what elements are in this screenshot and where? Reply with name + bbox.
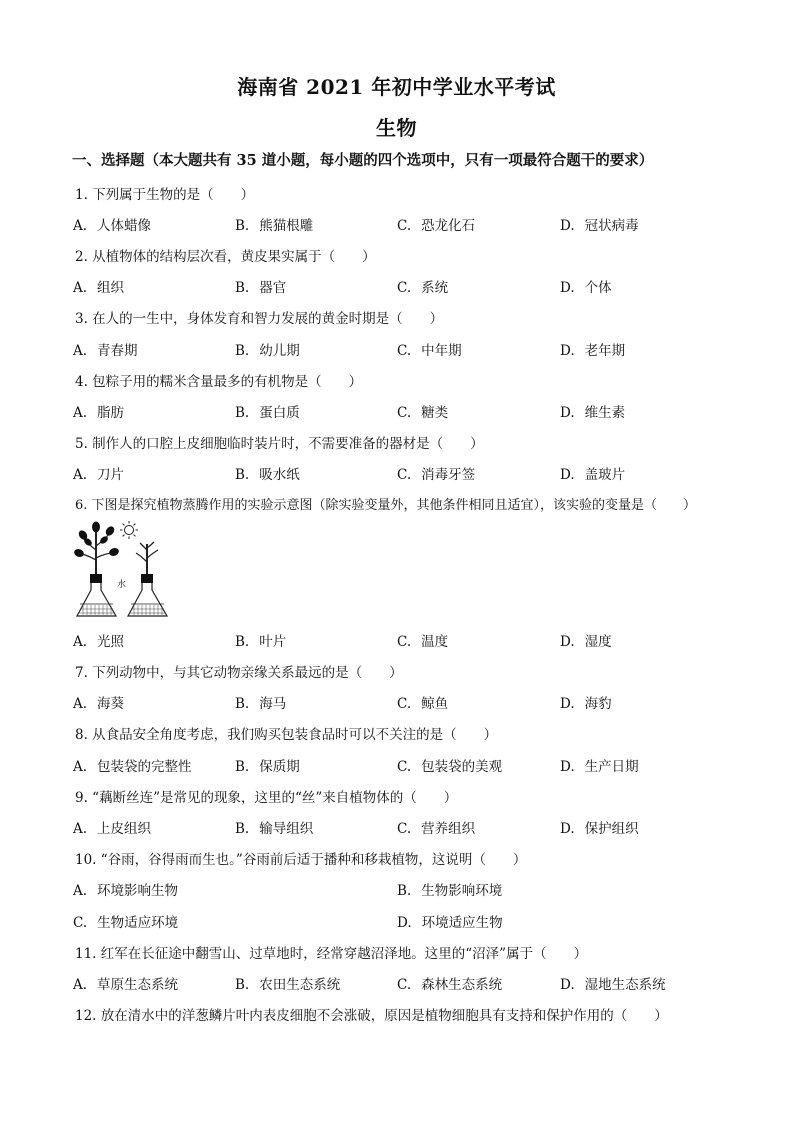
question-9-option-c: C. 营养组织	[397, 821, 476, 837]
question-7-option-b: B. 海马	[235, 696, 287, 712]
question-1-option-a: A. 人体蜡像	[73, 218, 152, 234]
section-heading: 一、选择题（本大题共有 35 道小题，每小题的四个选项中，只有一项最符合题干的要求）	[72, 152, 654, 169]
exam-title: 海南省 2021 年初中学业水平考试	[237, 75, 556, 99]
question-8-option-b: B. 保质期	[235, 759, 300, 775]
question-7-option-a: A. 海葵	[73, 696, 125, 712]
question-10-option-c: C. 生物适应环境	[73, 915, 179, 931]
question-2-stem: 2. 从植物体的结构层次看，黄皮果实属于（ ）	[75, 249, 376, 265]
question-9-stem: 9. “藕断丝连”是常见的现象，这里的“丝”来自植物体的（ ）	[75, 790, 458, 806]
flask-icon	[77, 574, 116, 616]
question-4-option-a: A. 脂肪	[73, 405, 125, 421]
question-3-option-a: A. 青春期	[73, 343, 138, 359]
question-11-option-d: D. 湿地生态系统	[560, 977, 666, 993]
question-11-option-b: B. 农田生态系统	[235, 977, 341, 993]
question-11-stem: 11. 红军在长征途中翻雪山、过草地时，经常穿越沼泽地。这里的“沼泽”属于（ ）	[75, 946, 588, 962]
water-label: 水	[117, 580, 127, 590]
question-9-option-b: B. 输导组织	[235, 821, 314, 837]
question-5-stem: 5. 制作人的口腔上皮细胞临时装片时，不需要准备的器材是（ ）	[75, 436, 484, 452]
plant-with-leaves-icon	[73, 522, 120, 577]
question-12-stem: 12. 放在清水中的洋葱鳞片叶内表皮细胞不会涨破，原因是植物细胞具有支持和保护作用的（ ）	[75, 1008, 668, 1024]
question-5-option-b: B. 吸水纸	[235, 467, 300, 483]
question-3-stem: 3. 在人的一生中，身体发育和智力发展的黄金时期是（ ）	[75, 311, 444, 327]
question-10-option-a: A. 环境影响生物	[73, 883, 179, 899]
question-1-option-c: C. 恐龙化石	[397, 218, 476, 234]
flask-icon	[128, 574, 167, 616]
question-2-option-a: A. 组织	[73, 280, 125, 296]
transpiration-experiment-figure	[73, 518, 198, 620]
question-10-option-b: B. 生物影响环境	[397, 883, 503, 899]
question-11-option-a: A. 草原生态系统	[73, 977, 179, 993]
question-8-option-c: C. 包装袋的美观	[397, 759, 503, 775]
question-6-option-d: D. 湿度	[560, 634, 612, 650]
question-6-option-a: A. 光照	[73, 634, 125, 650]
question-9-option-d: D. 保护组织	[560, 821, 639, 837]
question-6-option-b: B. 叶片	[235, 634, 287, 650]
question-4-option-b: B. 蛋白质	[235, 405, 300, 421]
question-2-option-c: C. 系统	[397, 280, 449, 296]
question-6-stem: 6. 下图是探究植物蒸腾作用的实验示意图（除实验变量外，其他条件相同且适宜），该实验的变量是（ ）	[75, 498, 697, 513]
question-10-stem: 10. “谷雨，谷得雨而生也。”谷雨前后适于播种和移栽植物，这说明（ ）	[75, 852, 527, 868]
question-2-option-d: D. 个体	[560, 280, 612, 296]
question-4-option-c: C. 糖类	[397, 405, 449, 421]
question-1-option-b: B. 熊猫根雕	[235, 218, 314, 234]
subject-title: 生物	[376, 116, 417, 140]
question-6-option-c: C. 温度	[397, 634, 449, 650]
question-7-stem: 7. 下列动物中，与其它动物亲缘关系最远的是（ ）	[75, 665, 403, 681]
question-3-option-d: D. 老年期	[560, 343, 626, 359]
question-4-stem: 4. 包粽子用的糯米含量最多的有机物是（ ）	[75, 374, 363, 390]
question-7-option-d: D. 海豹	[560, 696, 612, 712]
question-2-option-b: B. 器官	[235, 280, 287, 296]
question-8-option-a: A. 包装袋的完整性	[73, 759, 192, 775]
question-5-option-d: D. 盖玻片	[560, 467, 626, 483]
question-3-option-b: B. 幼儿期	[235, 343, 300, 359]
question-8-option-d: D. 生产日期	[560, 759, 639, 775]
sun-icon	[120, 521, 138, 539]
question-4-option-d: D. 维生素	[560, 405, 626, 421]
question-5-option-c: C. 消毒牙签	[397, 467, 476, 483]
question-7-option-c: C. 鲸鱼	[397, 696, 449, 712]
question-11-option-c: C. 森林生态系统	[397, 977, 503, 993]
question-1-option-d: D. 冠状病毒	[560, 218, 639, 234]
question-1-stem: 1. 下列属于生物的是（ ）	[75, 187, 255, 203]
plant-without-leaves-icon	[136, 542, 158, 576]
question-3-option-c: C. 中年期	[397, 343, 462, 359]
question-10-option-d: D. 环境适应生物	[397, 915, 503, 931]
question-5-option-a: A. 刀片	[73, 467, 125, 483]
question-9-option-a: A. 上皮组织	[73, 821, 152, 837]
question-8-stem: 8. 从食品安全角度考虑，我们购买包装食品时可以不关注的是（ ）	[75, 727, 498, 743]
